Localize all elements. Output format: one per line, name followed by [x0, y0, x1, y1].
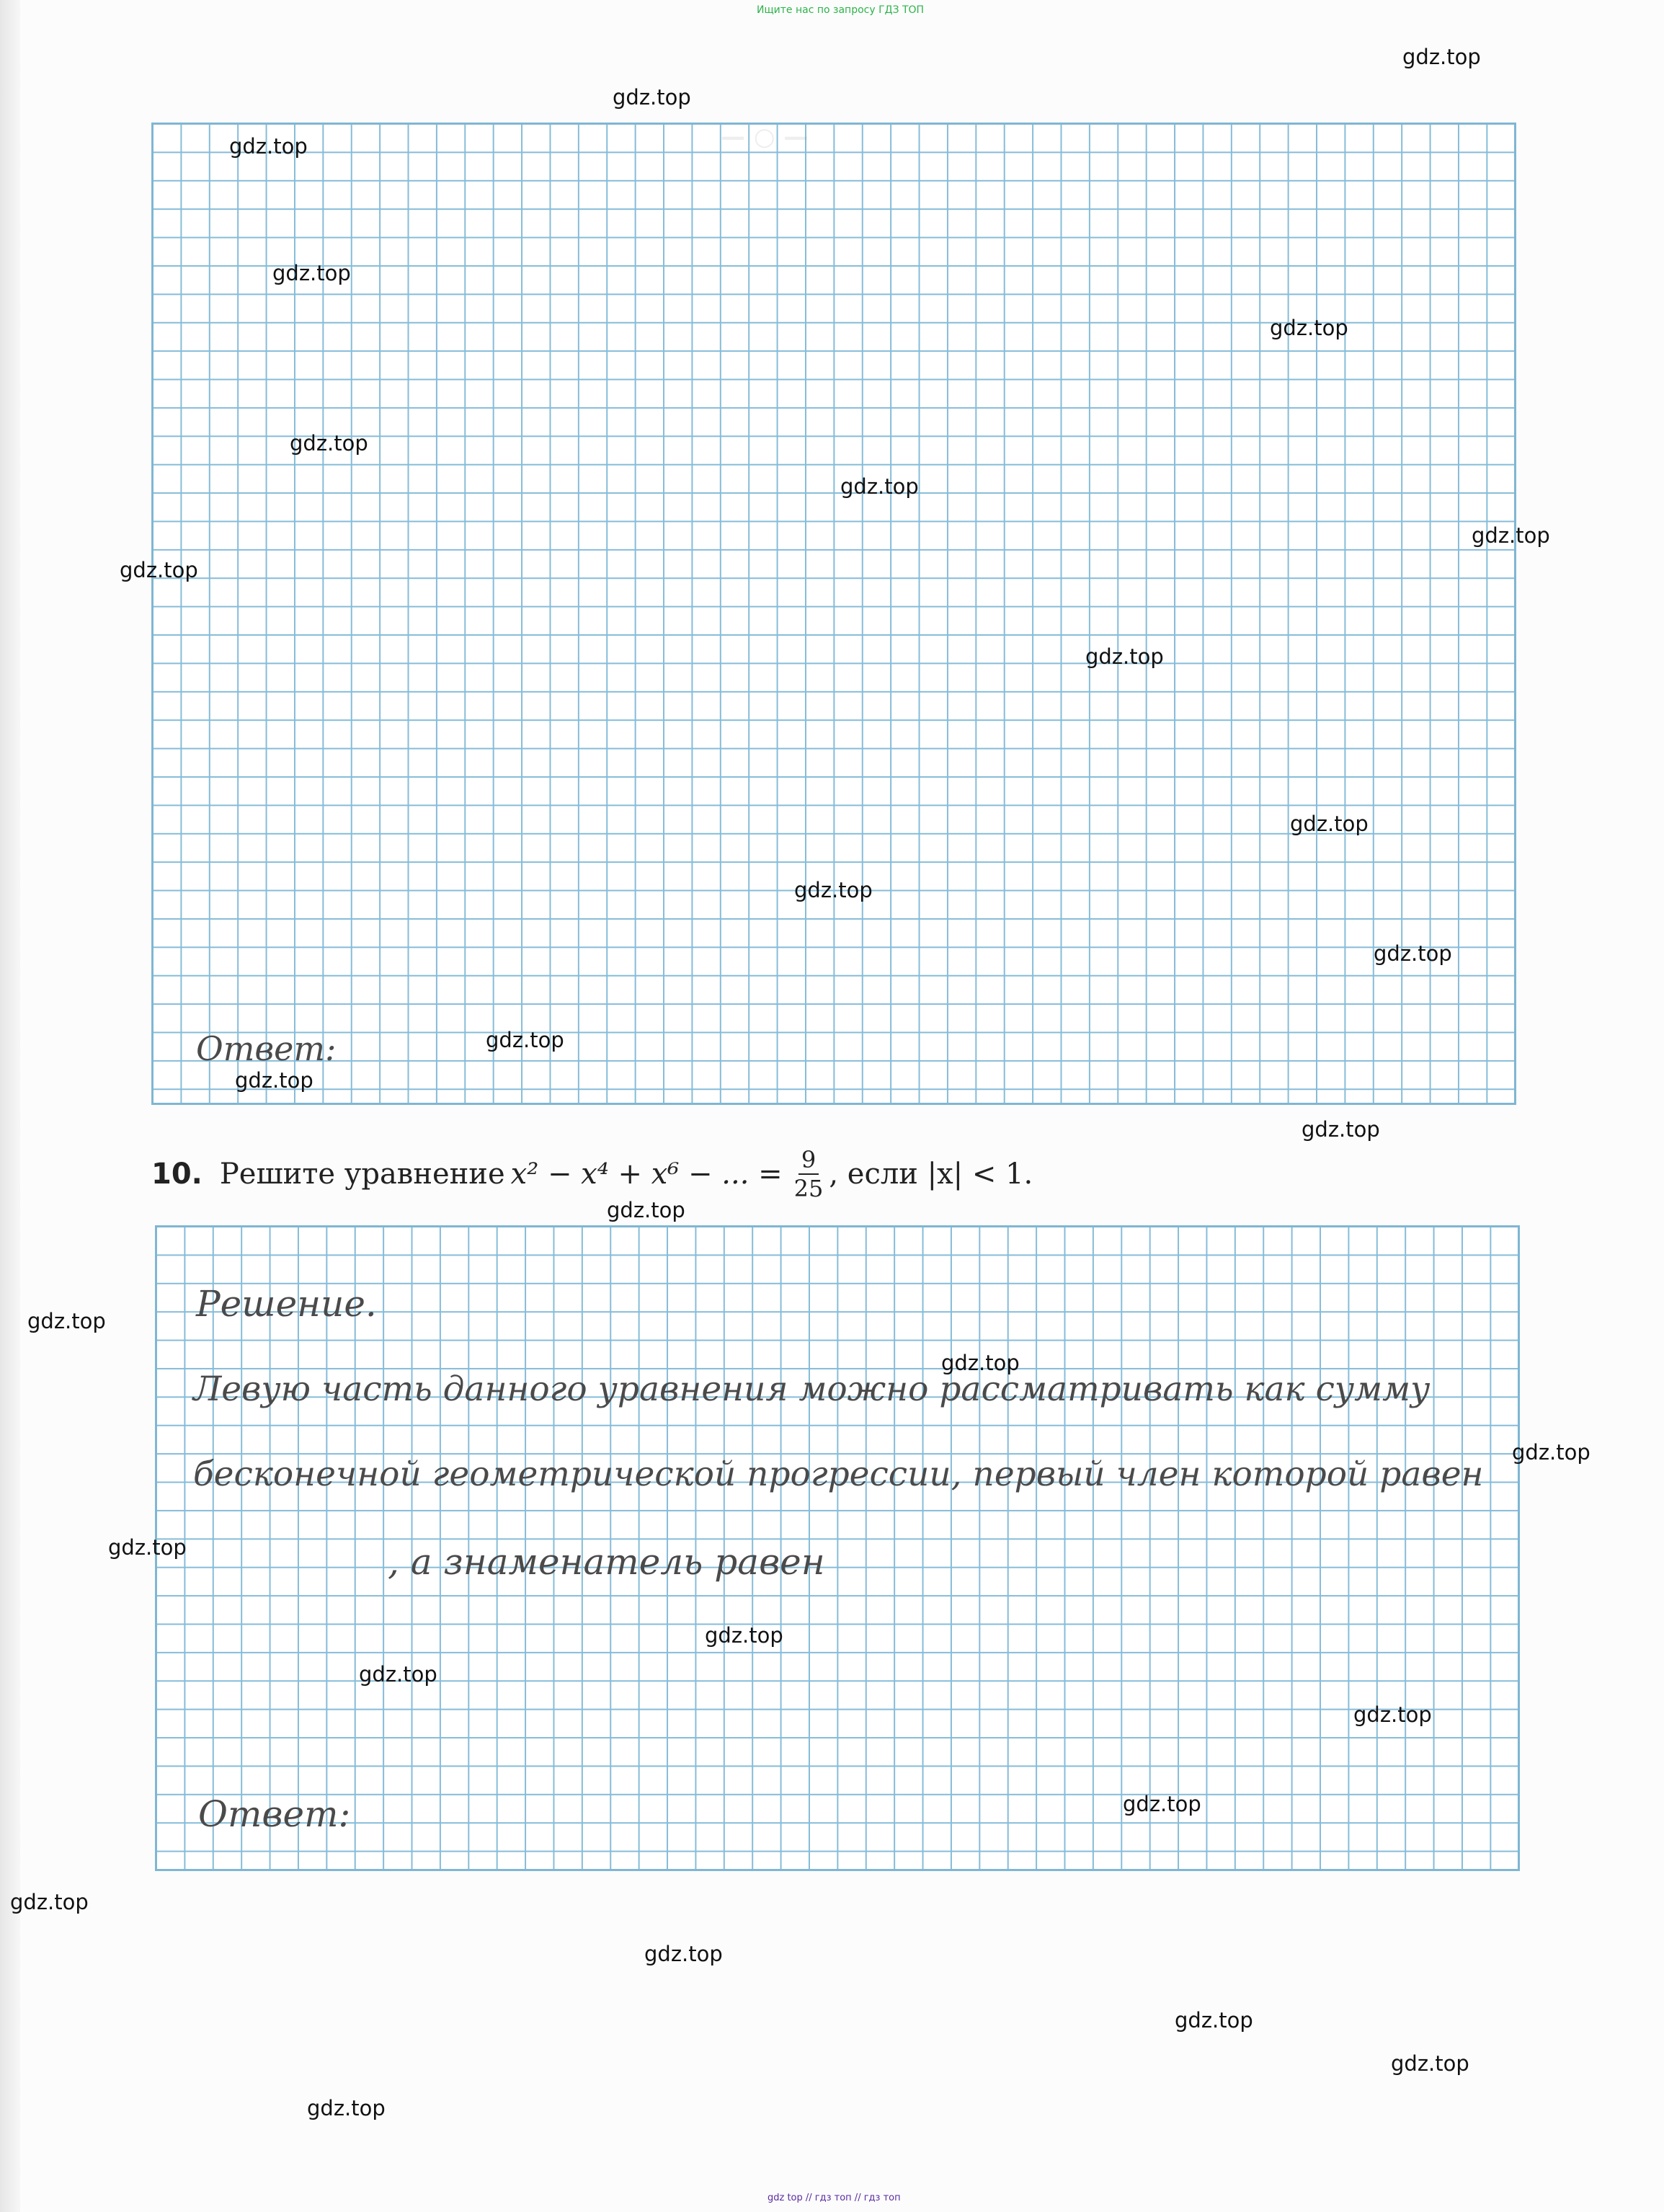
fraction-denominator: 25: [793, 1175, 824, 1202]
task-10: [151, 1146, 1033, 1202]
watermark: gdz.top: [1175, 2008, 1253, 2033]
watermark: gdz.top: [840, 474, 919, 499]
watermark: gdz.top: [307, 2096, 386, 2120]
watermark: gdz.top: [1290, 812, 1369, 836]
header-banner: Ищите нас по запросу ГДЗ ТОП: [757, 4, 925, 16]
task-equation: x² − x⁴ + x⁶ − ... =: [510, 1158, 783, 1191]
watermark: gdz.top: [1472, 523, 1550, 548]
watermark: gdz.top: [1391, 2051, 1469, 2076]
watermark: gdz.top: [1353, 1702, 1432, 1727]
task-text-after: , если |x| < 1.: [829, 1158, 1033, 1191]
watermark: gdz.top: [486, 1028, 564, 1052]
answer-label-top: Ответ:: [196, 1029, 337, 1068]
watermark: gdz.top: [794, 878, 873, 902]
watermark: gdz.top: [705, 1623, 783, 1648]
bleed-through: — ○ —: [721, 123, 809, 151]
fraction-numerator: 9: [798, 1146, 819, 1175]
watermark: gdz.top: [1374, 941, 1452, 966]
watermark: gdz.top: [235, 1068, 313, 1093]
answer-label-bottom: Ответ:: [198, 1793, 351, 1835]
watermark: gdz.top: [27, 1309, 106, 1333]
footer-banner: gdz top // гдз топ // гдз топ: [768, 2193, 901, 2203]
solution-line-2: бесконечной геометрической прогрессии, первый член которой равен: [193, 1454, 1484, 1494]
watermark: gdz.top: [272, 261, 351, 285]
grid-top: [151, 123, 1516, 1105]
watermark: gdz.top: [10, 1890, 89, 1914]
solution-line-3: , а знаменатель равен: [388, 1541, 825, 1583]
watermark: gdz.top: [613, 85, 691, 110]
watermark: gdz.top: [1123, 1792, 1201, 1816]
page-edge: [0, 0, 20, 2212]
solution-heading: Решение.: [196, 1283, 377, 1325]
watermark: gdz.top: [359, 1662, 437, 1687]
watermark: gdz.top: [290, 431, 368, 456]
watermark: gdz.top: [1402, 45, 1481, 69]
watermark: gdz.top: [229, 134, 308, 159]
watermark: gdz.top: [120, 558, 198, 582]
watermark: gdz.top: [607, 1198, 685, 1222]
watermark: gdz.top: [1270, 316, 1348, 340]
watermark: gdz.top: [1085, 644, 1164, 669]
watermark: gdz.top: [108, 1535, 187, 1560]
watermark: gdz.top: [941, 1351, 1020, 1375]
task-number: 10.: [151, 1158, 203, 1191]
task-text-before: Решите уравнение: [219, 1158, 505, 1191]
solution-line-1: Левую часть данного уравнения можно рассматривать как сумму: [193, 1369, 1431, 1409]
watermark: gdz.top: [644, 1942, 723, 1966]
watermark: gdz.top: [1512, 1440, 1590, 1465]
watermark: gdz.top: [1302, 1117, 1380, 1142]
task-fraction: [794, 1146, 824, 1202]
